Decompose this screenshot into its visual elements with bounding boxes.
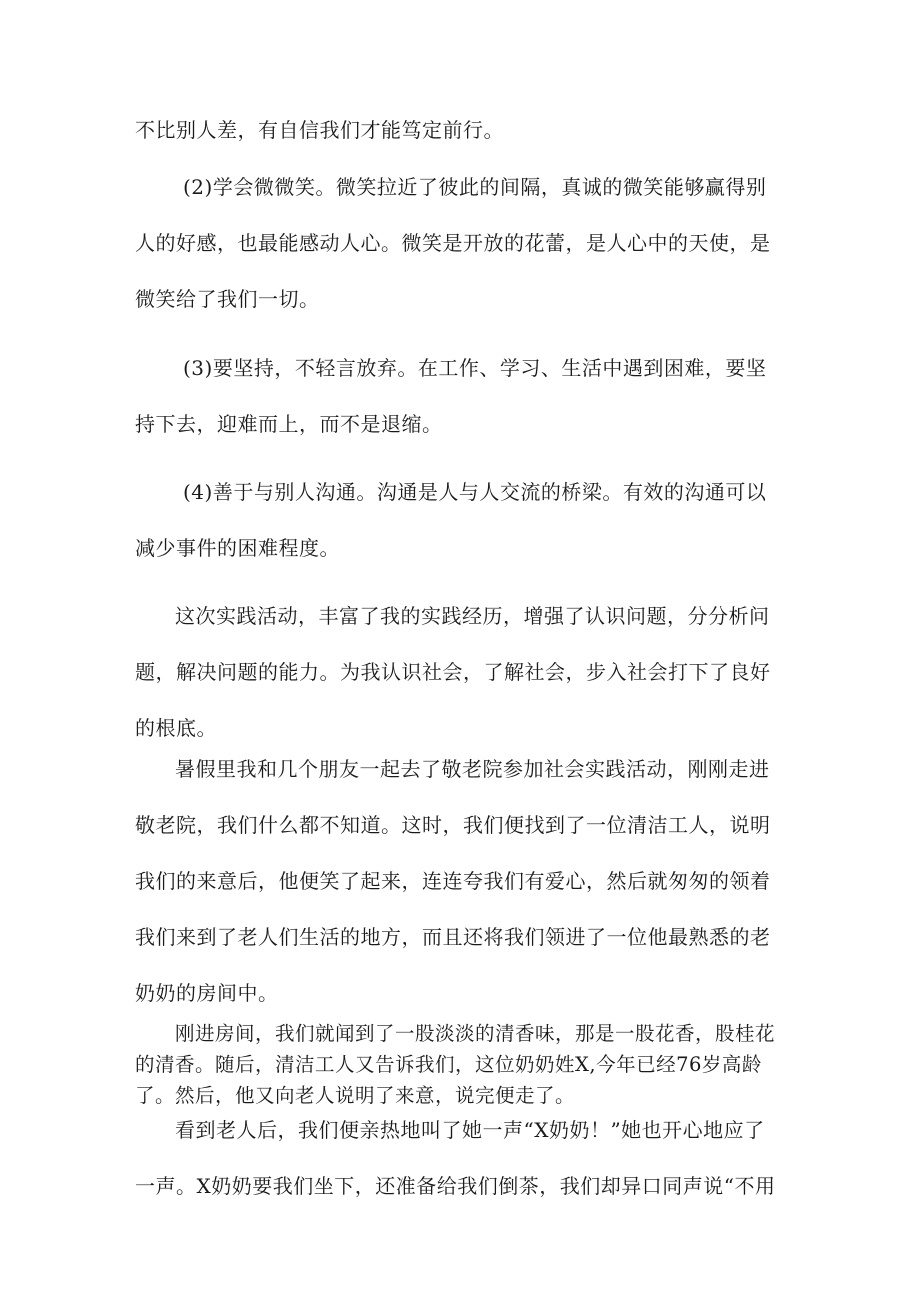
paragraph-7 [135,1018,785,1111]
paragraph-2 [135,159,785,327]
paragraph-text: 暑假里我和几个朋友一起去了敬老院参加社会实践活动，刚刚走进敬老院，我们什么都不知道。这时，我们便找到了一位清洁工人，说明我们的来意后，他便笑了起来，连连夸我们有爱心，然后就匆匆的领着我们来到了老人们生活的地方，而且还将我们领进了一位他最熟悉的老奶奶的房间中。 [135,757,771,1005]
paragraph-1 [135,102,785,158]
paragraph-text: 不比别人差，有自信我们才能笃定前行。 [135,118,504,142]
paragraph-text: (2)学会微微笑。微笑拉近了彼此的间隔，真诚的微笑能够赢得别人的好感，也最能感动人心。微笑是开放的花蕾，是人心中的天使，是微笑给了我们一切。 [135,175,771,311]
paragraph-text: 这次实践活动，丰富了我的实践经历，增强了认识问题，分分析问题，解决问题的能力。为我认识社会，了解社会，步入社会打下了良好的根底。 [135,604,771,740]
paragraph-text: 刚进房间，我们就闻到了一股淡淡的清香味，那是一股花香，股桂花的清香。随后，清洁工人又告诉我们，这位奶奶姓X,今年已经76岁高龄了。然后，他又向老人说明了来意，说完便走了。 [135,1022,776,1107]
paragraph-3 [135,340,785,452]
paragraph-4 [135,464,785,576]
paragraph-text: 看到老人后，我们便亲热地叫了她一声“X奶奶！”她也开心地应了一声。X奶奶要我们坐下，还准备给我们倒茶，我们却异口同声说“不用 [135,1118,776,1198]
paragraph-6 [135,741,785,1021]
paragraph-text: (4)善于与别人沟通。沟通是人与人交流的桥梁。有效的沟通可以减少事件的困难程度。 [135,480,767,560]
paragraph-5 [135,588,785,756]
paragraph-text: (3)要坚持，不轻言放弃。在工作、学习、生活中遇到困难，要坚持下去，迎难而上，而不是退缩。 [135,356,767,436]
paragraph-8 [135,1102,785,1214]
